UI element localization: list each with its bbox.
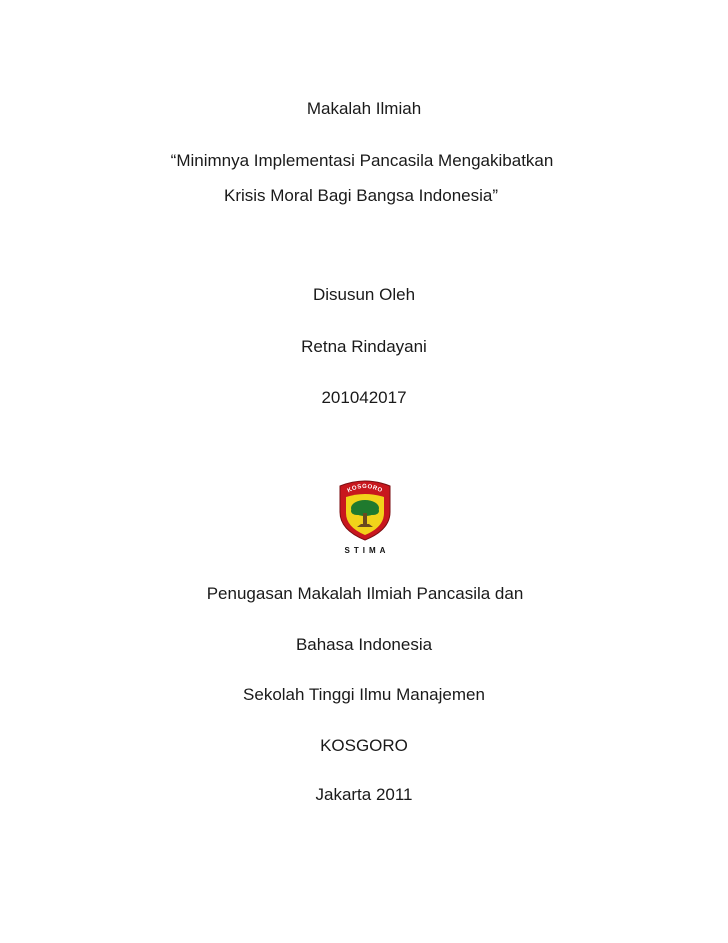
- assignment-line-2: Bahasa Indonesia: [295, 635, 433, 654]
- author-name: Retna Rindayani: [301, 337, 427, 356]
- document-heading: Makalah Ilmiah: [306, 99, 422, 118]
- institution-line-2: KOSGORO: [320, 736, 408, 755]
- kosgoro-stima-logo: [336, 478, 398, 556]
- place-year: Jakarta 2011: [315, 785, 413, 804]
- assignment-line-1: Penugasan Makalah Ilmiah Pancasila dan: [206, 584, 524, 603]
- document-title-line-2: Krisis Moral Bagi Bangsa Indonesia”: [223, 186, 499, 205]
- prepared-by-label: Disusun Oleh: [312, 285, 416, 304]
- logo-arc-text: KOSGORO: [346, 483, 384, 495]
- student-id: 201042017: [321, 388, 407, 407]
- institution-line-1: Sekolah Tinggi Ilmu Manajemen: [243, 685, 485, 704]
- document-title-line-1: “Minimnya Implementasi Pancasila Mengakibatkan: [170, 151, 554, 170]
- logo-caption: STIMA: [344, 546, 390, 555]
